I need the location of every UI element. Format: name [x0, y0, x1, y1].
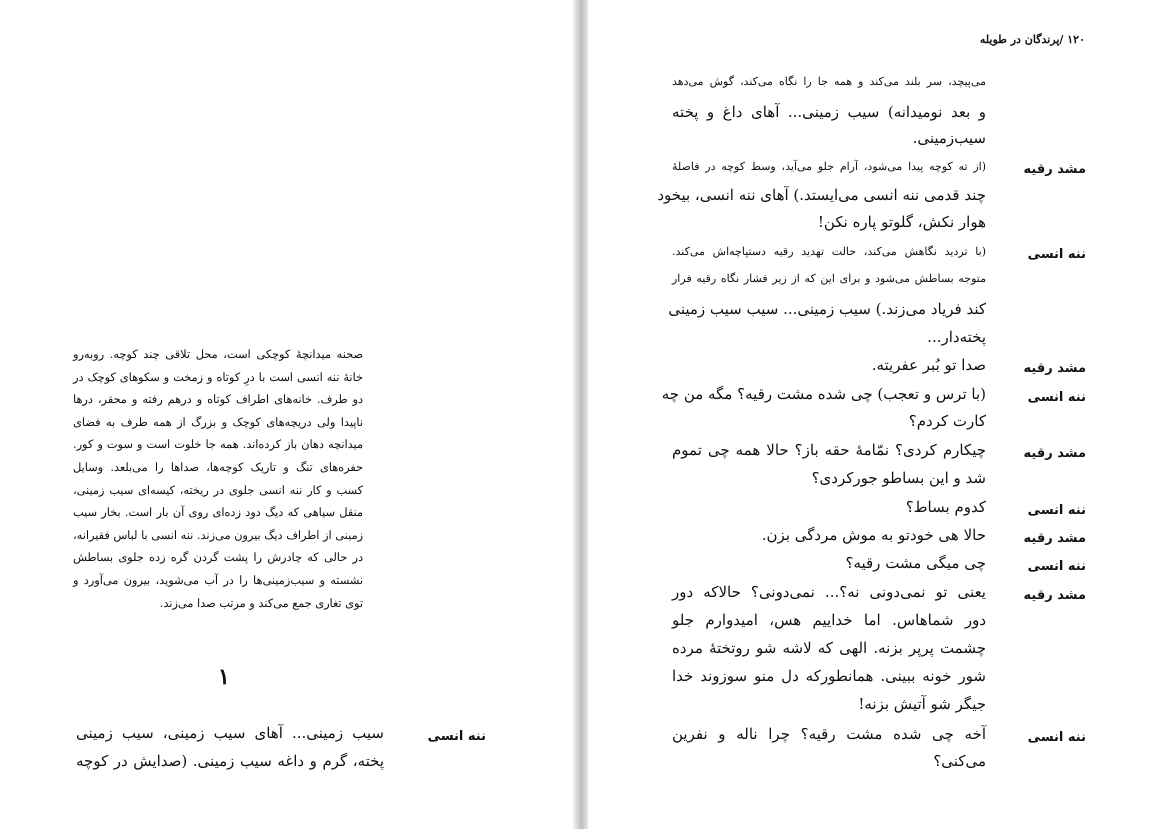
script-line [672, 498, 1086, 524]
left-page [0, 0, 573, 829]
speaker-name: مشد رقیه [1023, 588, 1086, 603]
speaker-name: ننه انسی [1027, 730, 1086, 745]
dialogue-text: آخه چی شده مشت رقیه؟ چرا ناله و نفرین [672, 725, 986, 743]
script-line [668, 300, 1086, 326]
dialogue-text: سیب‌زمینی. [912, 129, 986, 147]
script-line [672, 328, 1086, 354]
dialogue-text: چی میگی مشت رقیه؟ [845, 554, 986, 572]
scene-number: ۱ [218, 664, 230, 690]
dialogue-text: کارت کردم؟ [908, 412, 986, 430]
script-line [672, 725, 1086, 751]
dialogue-text: چند قدمی ننه انسی می‌ایستد.) آهای ننه انسی، بیخود [657, 186, 986, 204]
running-header: ۱۲۰ /پرندگان در طویله [979, 33, 1085, 46]
script-line [672, 583, 1086, 609]
dialogue-text: سیب زمینی... آهای سیب زمینی، سیب زمینی [76, 724, 384, 742]
right-page [588, 0, 1157, 829]
stage-direction-text: (از ته کوچه پیدا می‌شود، آرام جلو می‌آید، وسط کوچه در فاصلهٔ [672, 160, 986, 173]
scene-description [73, 344, 363, 615]
stage-direction-text: متوجه بساطش می‌شود و برای این که از زیر فشار نگاه رقیه فرار [672, 272, 986, 285]
stage-direction-text: می‌پیچد، سر بلند می‌کند و همه جا را نگاه می‌کند، گوش می‌دهد [672, 75, 986, 88]
dialogue-text: (با ترس و تعجب) چی شده مشت رقیه؟ مگه من چه [661, 385, 986, 403]
script-line [672, 272, 1086, 294]
dialogue-text: شد و این بساطو جورکردی؟ [811, 469, 986, 487]
dialogue-text: یعنی تو نمی‌دونی نه؟... نمی‌دونی؟ حالاکه دور [672, 583, 986, 601]
script-line [672, 213, 1086, 239]
speaker-name: ننه انسی [1027, 559, 1086, 574]
script-line [672, 103, 1086, 129]
book-spine [573, 0, 588, 829]
dialogue-text: جیگر شو آتیش بزنه! [858, 695, 986, 713]
dialogue-text: پخته، گرم و داغه سیب زمینی. (صدایش در کوچه [76, 752, 384, 770]
speaker-name: مشد رقیه [1023, 446, 1086, 461]
script-line [76, 724, 486, 750]
script-line [672, 469, 1086, 495]
dialogue-text: چشمت پرپر بزنه. الهی که لاشه شو روتختهٔ مرده [672, 639, 986, 657]
dialogue-text: دور شماهاس. اما خداییم هس، امیدوارم جلو [672, 611, 986, 629]
speaker-name: ننه انسی [1027, 247, 1086, 262]
dialogue-text: کند فریاد می‌زند.) سیب زمینی... سیب سیب زمینی [668, 300, 986, 318]
script-line [672, 695, 1086, 721]
dialogue-text: می‌کنی؟ [933, 752, 986, 770]
speaker-name: ننه انسی [1027, 390, 1086, 405]
script-line [76, 752, 486, 778]
script-line [672, 611, 1086, 637]
script-line [672, 526, 1086, 552]
speaker-name: ننه انسی [1027, 503, 1086, 518]
stage-direction-text: (با تردید نگاهش می‌کند، حالت تهدید رقیه دستپاچه‌اش می‌کند. [672, 245, 986, 258]
script-line [672, 129, 1086, 155]
dialogue-text: چیکارم کردی؟ نمّامهٔ حقه باز؟ حالا همه چی تموم [672, 441, 986, 459]
script-line [672, 667, 1086, 693]
dialogue-text: پخته‌دار... [927, 328, 986, 346]
dialogue-text: صدا تو بُبر عفریته. [871, 356, 986, 374]
dialogue-text: حالا هی خودتو به موش مردگی بزن. [761, 526, 986, 544]
dialogue-text: هوار نکش، گلوتو پاره نکن! [817, 213, 986, 231]
script-line [657, 186, 1086, 212]
script-line [672, 160, 1086, 182]
dialogue-text: کدوم بساط؟ [905, 498, 986, 516]
script-line [661, 385, 1086, 411]
scene-paragraph: صحنه میدانچهٔ کوچکی است، محل تلاقی چند کوچه. روبه‌رو خانهٔ ننه انسی است با درِ کوتاه و زمخت و سکوهای کوچک در دو طرف. خانه‌های اطراف کوتاه و درهم رفته و محقر، درها ناپیدا ولی دریچه‌های کوچک و بزرگ از همه طرف به فضای میدانچه دهان باز کرده‌اند. همه جا خلوت است و سوت و کور. حفره‌های تنگ و تاریک کوچه‌ها، صداها را می‌بلعد. وسایل کسب و کار ننه انسی جلوی در ریخته، کیسه‌ای سیب زمینی، منقل سیاهی که دیگ دود زده‌ای روی آن بار است. بخار سیب زمینی از اطراف دیگ بیرون می‌زند. ننه انسی با لباس فقیرانه، در حالی که چادرش را پشت گردن گره زده جلوی بساطش نشسته و سیب‌زمینی‌ها را در آب می‌شوید، بیرون می‌آورد و توی تغاری جمع می‌کند و مرتب صدا می‌زند. [73, 348, 363, 610]
script-line [672, 412, 1086, 438]
dialogue-text: و بعد نومیدانه) سیب زمینی... آهای داغ و پخته [672, 103, 986, 121]
script-line [672, 245, 1086, 267]
speaker-name: مشد رقیه [1023, 361, 1086, 376]
dialogue-text: شور خونه ببینی. همانطورکه دل منو سوزوند خدا [672, 667, 986, 685]
speaker-name: مشد رقیه [1023, 162, 1086, 177]
script-line [672, 356, 1086, 382]
script-line [672, 752, 1086, 778]
speaker-name: ننه انسی [427, 729, 486, 744]
script-line [672, 554, 1086, 580]
script-line [672, 441, 1086, 467]
speaker-name: مشد رقیه [1023, 531, 1086, 546]
script-line [672, 639, 1086, 665]
script-line [672, 75, 1086, 97]
